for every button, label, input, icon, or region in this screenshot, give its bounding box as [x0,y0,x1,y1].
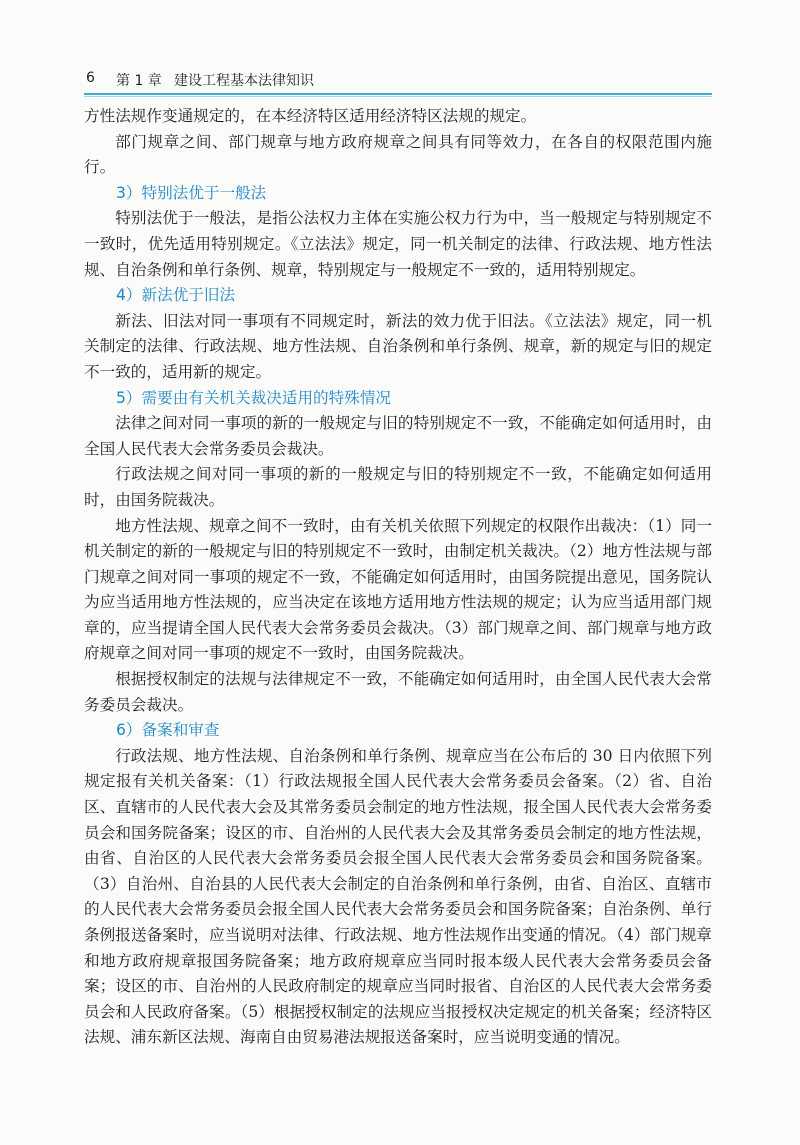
chapter-label: 第 1 章 [116,73,162,89]
page-number: 6 [86,70,95,86]
paragraph: 地方性法规、规章之间不一致时，由有关机关依照下列规定的权限作出裁决：（1）同一机关制定的新的一般规定与旧的特别规定不一致时，由制定机关裁决。（2）地方性法规与部门规章之间对同一事项的规定不一致，不能确定如何适用时，由国务院提出意见，国务院认为应当适用地方性法规的，应当决定在该地方适用地方性法规的规定；认为应当适用部门规章的，应当提请全国人民代表大会常务委员会裁决。（3）部门规章之间、部门规章与地方政府规章之间对同一事项的规定不一致时，由国务院裁决。 [84,516,712,663]
paragraph: 行政法规、地方性法规、自治条例和单行条例、规章应当在公布后的 30 日内依照下列规定报有关机关备案：（1）行政法规报全国人民代表大会常务委员会备案。（2）省、自治区、直辖市的人民代表大会及其常务委员会制定的地方性法规，报全国人民代表大会常务委员会和国务院备案；设区的市、自治州的人民代表大会及其常务委员会制定的地方性法规，由省、自治区的人民代表大会常务委员会报全国人民代表大会常务委员会和国务院备案。（3）自治州、自治县的人民代表大会制定的自治条例和单行条例，由省、自治区、直辖市的人民代表大会常务委员会报全国人民代表大会常务委员会和国务院备案；自治条例、单行条例报送备案时，应当说明对法律、行政法规、地方性法规作出变通的情况。（4）部门规章和地方政府规章报国务院备案；地方政府规章应当同时报本级人民代表大会常务委员会备案；设区的市、自治州的人民政府制定的规章应当同时报省、自治区的人民代表大会常务委员会和人民政府备案。（5）根据授权制定的法规应当报授权决定规定的机关备案；经济特区法规、浦东新区法规、海南自由贸易港法规报送备案时，应当说明变通的情况。 [84,746,712,1047]
paragraph: 法律之间对同一事项的新的一般规定与旧的特别规定不一致，不能确定如何适用时，由全国人民代表大会常务委员会裁决。 [84,414,712,458]
paragraph: 行政法规之间对同一事项的新的一般规定与旧的特别规定不一致，不能确定如何适用时，由国务院裁决。 [84,465,712,509]
section-heading: 4）新法优于旧法 [116,286,236,305]
chapter-title: 建设工程基本法律知识 [174,73,314,89]
header-rule [84,93,712,95]
running-header [84,68,724,90]
section-heading: 6）备案和审查 [116,721,220,740]
paragraph: 特别法优于一般法，是指公法权力主体在实施公权力行为中，当一般规定与特别规定不一致时，优先适用特别规定。《立法法》规定，同一机关制定的法律、行政法规、地方性法规、自治条例和单行条例、规章，特别规定与一般规定不一致的，适用特别规定。 [84,209,712,279]
paragraph: 方性法规作变通规定的，在本经济特区适用经济特区法规的规定。 [84,107,537,125]
section-heading: 5）需要由有关机关裁决适用的特殊情况 [116,388,392,407]
paragraph: 新法、旧法对同一事项有不同规定时，新法的效力优于旧法。《立法法》规定，同一机关制定的法律、行政法规、地方性法规、自治条例和单行条例、规章，新的规定与旧的规定不一致的，适用新的规定。 [84,311,712,381]
header-rule-light [84,96,712,97]
section-heading: 3）特别法优于一般法 [116,183,267,202]
paragraph: 根据授权制定的法规与法律规定不一致，不能确定如何适用时，由全国人民代表大会常务委员会裁决。 [84,670,712,714]
paragraph: 部门规章之间、部门规章与地方政府规章之间具有同等效力，在各自的权限范围内施行。 [84,132,712,177]
body-text [84,104,712,1051]
